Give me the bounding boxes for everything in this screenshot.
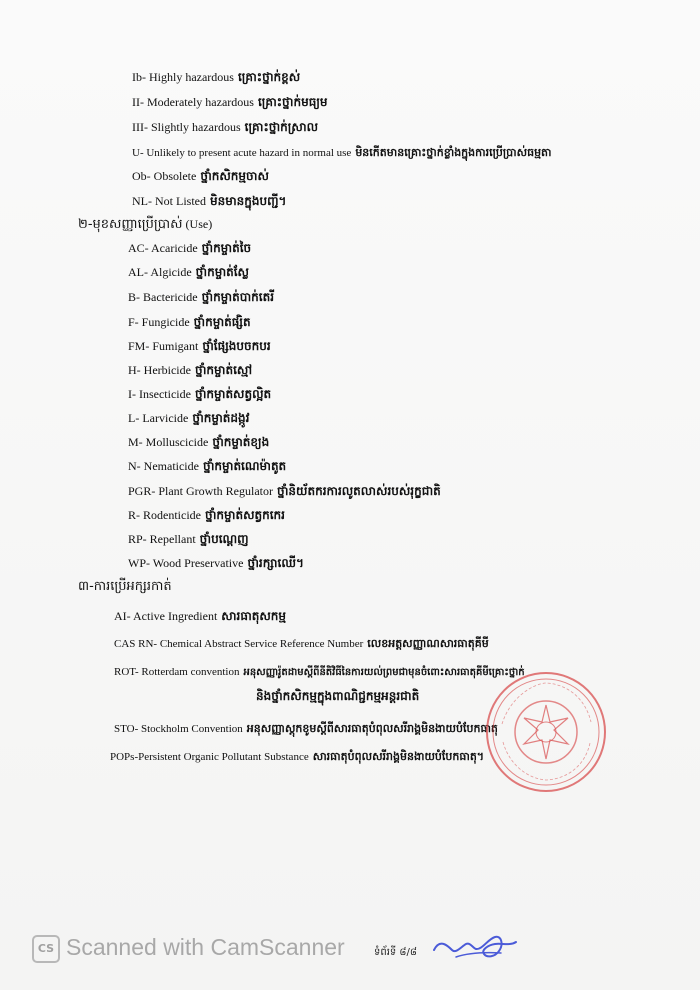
hazard-class-u bbox=[132, 145, 552, 161]
use-item-n bbox=[128, 458, 286, 474]
hazard-class-nl bbox=[132, 193, 286, 209]
use-khmer: ថ្នាំកម្ចាត់សត្វកកេរ bbox=[204, 508, 285, 522]
hazard-class-code: U- Unlikely to present acute hazard in normal use bbox=[132, 147, 352, 159]
use-khmer: ថ្នាំកម្ចាត់ចៃ bbox=[201, 241, 252, 255]
use-item-fm bbox=[128, 338, 271, 354]
use-code: AC- Acaricide bbox=[128, 241, 198, 255]
official-stamp-icon bbox=[484, 670, 608, 794]
use-section-khmer: ២-មុខសញ្ញាប្រើប្រាស់ bbox=[78, 217, 183, 232]
use-khmer: ថ្នាំកម្ចាត់ណេម៉ាតូត bbox=[202, 459, 287, 473]
abbrev-khmer: និងថ្នាំកសិកម្មក្នុងពាណិជ្ជកម្មអន្តរជាតិ bbox=[256, 689, 420, 703]
page-number: ទំព័រទី ៨/៨ bbox=[374, 947, 417, 958]
use-code: RP- Repellant bbox=[128, 532, 196, 546]
use-khmer: ថ្នាំរក្សាឈើ។ bbox=[247, 556, 304, 570]
hazard-class-ii bbox=[132, 94, 328, 110]
hazard-class-khmer: មិនកើតមានគ្រោះថ្នាក់ខ្លាំងក្នុងការប្រើប្រាស់ធម្មតា bbox=[355, 146, 552, 159]
use-code: H- Herbicide bbox=[128, 363, 191, 377]
abbrev-code: POPs-Persistent Organic Pollutant Substance bbox=[110, 751, 309, 763]
abbrev-item-sto bbox=[114, 721, 498, 737]
use-code: AL- Algicide bbox=[128, 265, 192, 279]
use-code: FM- Fumigant bbox=[128, 339, 199, 353]
use-khmer: ថ្នាំកម្ចាត់ស្លែ bbox=[195, 265, 249, 279]
abbrev-section-khmer: ៣-ការប្រើអក្សរកាត់ bbox=[78, 579, 172, 594]
use-khmer: ថ្នាំកម្ចាត់ខ្យង bbox=[212, 435, 270, 449]
abbrev-code: AI- Active Ingredient bbox=[114, 609, 218, 623]
use-code: M- Molluscicide bbox=[128, 435, 209, 449]
hazard-class-code: Ob- Obsolete bbox=[132, 169, 197, 183]
abbrev-khmer: សារធាតុបំពុលសរីរាង្គមិនងាយបំបែកធាតុ។ bbox=[312, 750, 485, 763]
use-section-heading bbox=[78, 216, 212, 233]
use-khmer: ថ្នាំផ្សែងបចកបរ bbox=[202, 339, 271, 353]
use-khmer: ថ្នាំនិយ័តករការលូតលាស់របស់រុក្ខជាតិ bbox=[277, 484, 441, 498]
use-khmer: ថ្នាំកម្ចាត់ដង្កូវ bbox=[192, 411, 250, 425]
hazard-class-ib bbox=[132, 69, 300, 85]
use-item-wp bbox=[128, 555, 304, 571]
hazard-class-khmer: គ្រោះថ្នាក់មធ្យម bbox=[257, 95, 328, 109]
use-item-l bbox=[128, 410, 249, 426]
use-code: F- Fungicide bbox=[128, 315, 190, 329]
scanner-watermark: Scanned with CamScanner bbox=[66, 934, 345, 960]
hazard-class-code: II- Moderately hazardous bbox=[132, 95, 254, 109]
use-code: I- Insecticide bbox=[128, 387, 191, 401]
hazard-class-iii bbox=[132, 119, 318, 135]
abbrev-section-heading bbox=[78, 578, 172, 595]
abbrev-khmer: លេខអត្តសញ្ញាណសារធាតុគីមី bbox=[367, 637, 489, 650]
hazard-class-khmer: គ្រោះថ្នាក់ខ្ពស់ bbox=[237, 70, 301, 84]
hazard-class-ob bbox=[132, 168, 269, 184]
hazard-class-code: Ib- Highly hazardous bbox=[132, 70, 234, 84]
abbrev-khmer: សារធាតុសកម្ម bbox=[221, 609, 287, 623]
use-code: R- Rodenticide bbox=[128, 508, 201, 522]
use-khmer: ថ្នាំកម្ចាត់បាក់តេរី bbox=[201, 290, 275, 304]
use-item-rp bbox=[128, 531, 249, 547]
use-code: PGR- Plant Growth Regulator bbox=[128, 484, 273, 498]
hazard-class-khmer: ថ្នាំកសិកម្មចាស់ bbox=[200, 169, 269, 183]
use-khmer: ថ្នាំបណ្ដេញ bbox=[199, 532, 249, 546]
abbrev-item-cas bbox=[114, 636, 489, 652]
use-khmer: ថ្នាំកម្ចាត់ផ្សិត bbox=[193, 315, 251, 329]
use-item-b bbox=[128, 289, 274, 305]
use-code: N- Nematicide bbox=[128, 459, 199, 473]
use-item-m bbox=[128, 434, 269, 450]
use-item-h bbox=[128, 362, 252, 378]
use-code: WP- Wood Preservative bbox=[128, 556, 244, 570]
hazard-class-code: III- Slightly hazardous bbox=[132, 120, 241, 134]
abbrev-code: ROT- Rotterdam convention bbox=[114, 666, 240, 678]
abbrev-khmer: អនុសញ្ញាស្តុកខូមស្ដីពីសារធាតុបំពុលសរីរាង្គមិនងាយបំបែកធាតុ bbox=[246, 722, 498, 735]
hazard-class-khmer: គ្រោះថ្នាក់ស្រាល bbox=[244, 120, 318, 134]
abbrev-code: STO- Stockholm Convention bbox=[114, 723, 243, 735]
use-item-al bbox=[128, 264, 249, 280]
use-item-f bbox=[128, 314, 251, 330]
signature-icon bbox=[428, 926, 524, 966]
abbrev-code: CAS RN- Chemical Abstract Service Reference Number bbox=[114, 638, 364, 650]
use-item-i bbox=[128, 386, 271, 402]
use-khmer: ថ្នាំកម្ចាត់ស្មៅ bbox=[194, 363, 253, 377]
use-section-english: (Use) bbox=[185, 217, 213, 231]
abbrev-item-rot-continued bbox=[256, 688, 419, 704]
abbrev-item-rot bbox=[114, 664, 525, 681]
use-item-r bbox=[128, 507, 285, 523]
camscanner-logo-icon: CS bbox=[32, 935, 60, 963]
hazard-class-code: NL- Not Listed bbox=[132, 194, 206, 208]
hazard-class-khmer: មិនមានក្នុងបញ្ជី។ bbox=[210, 194, 287, 208]
abbrev-item-ai bbox=[114, 608, 286, 624]
use-code: B- Bactericide bbox=[128, 290, 198, 304]
abbrev-khmer: អនុសញ្ញារ៉ូតដាមស្ដីពីនីតិវិធីនៃការយល់ព្រមជាមុនចំពោះសារធាតុគីមីគ្រោះថ្នាក់ bbox=[243, 667, 525, 678]
use-item-ac bbox=[128, 240, 251, 256]
use-item-pgr bbox=[128, 483, 441, 499]
use-khmer: ថ្នាំកម្ចាត់សត្វល្អិត bbox=[194, 387, 272, 401]
use-code: L- Larvicide bbox=[128, 411, 189, 425]
abbrev-item-pops bbox=[110, 749, 484, 765]
